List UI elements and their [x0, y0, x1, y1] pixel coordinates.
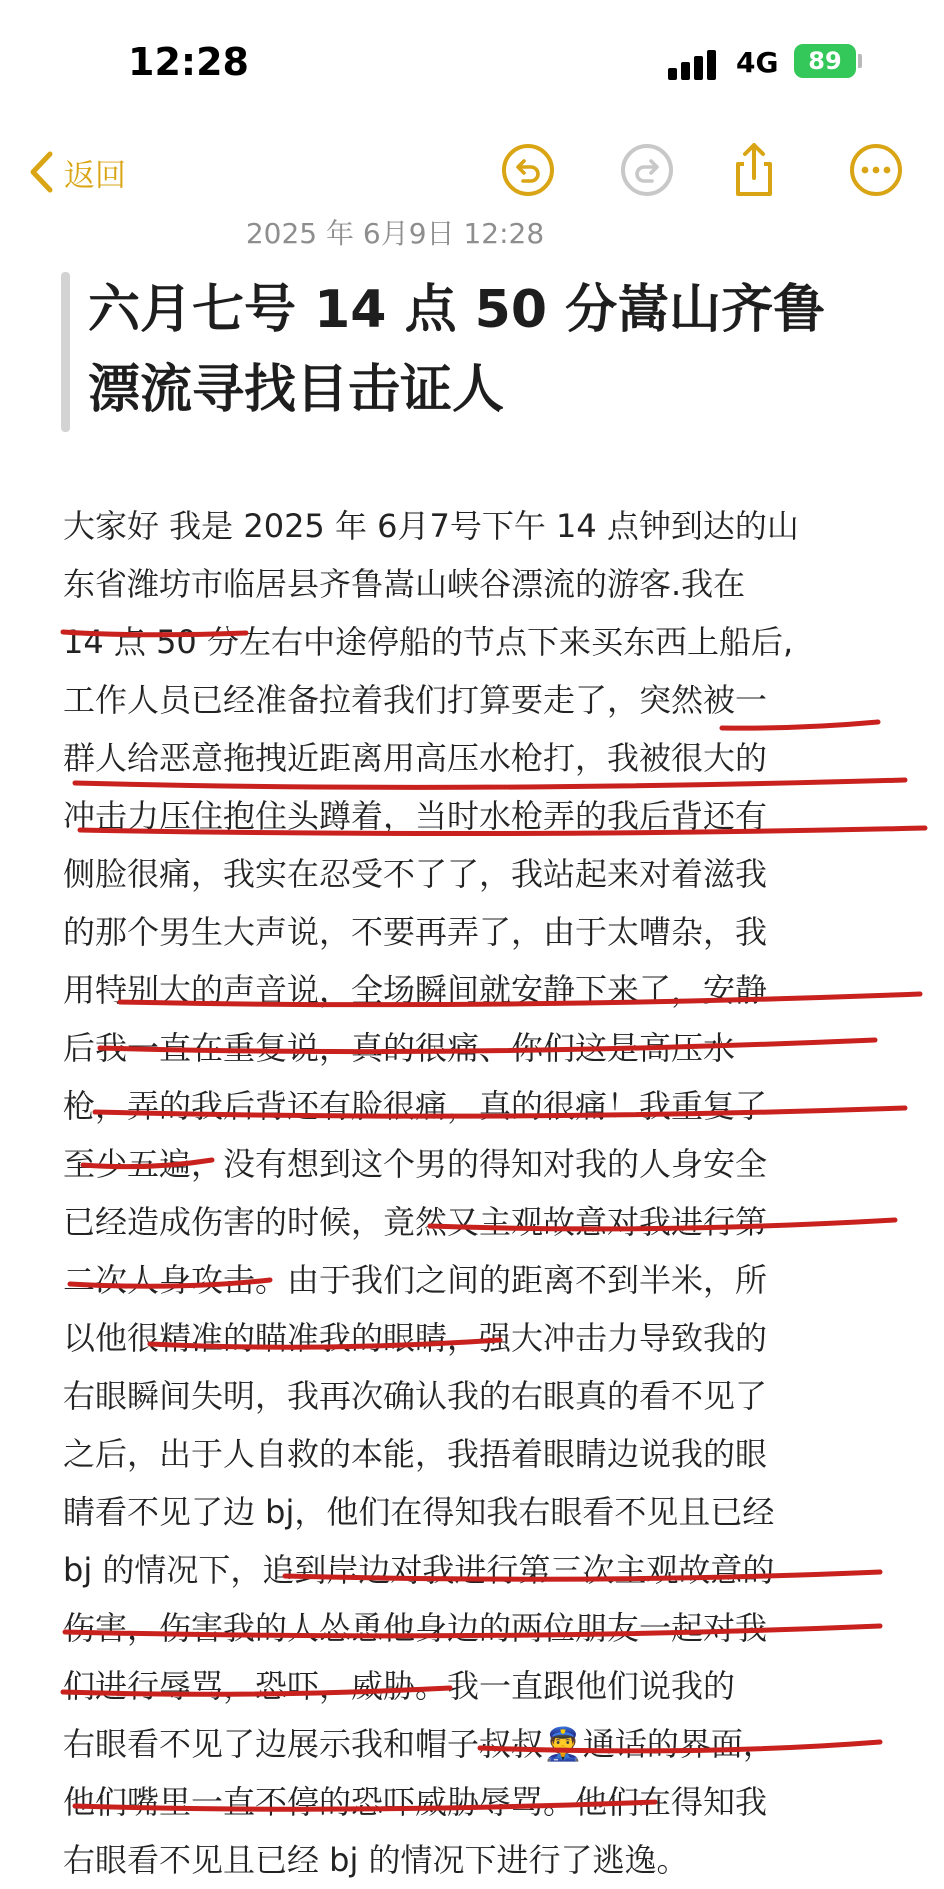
status-bar [0, 0, 944, 120]
chevron-left-icon [28, 150, 54, 194]
back-button[interactable] [28, 144, 126, 200]
battery-tip [858, 54, 862, 68]
note-body-line: 群人给恶意拖拽近距离用高压水枪打，我被很大的 [63, 739, 768, 777]
network-type: 4G [736, 46, 779, 79]
note-body-line: 枪，弄的我后背还有脸很痛，真的很痛！我重复了 [63, 1087, 768, 1125]
note-body-line: 的那个男生大声说，不要再弄了，由于太嘈杂，我 [63, 913, 768, 951]
note-body-line: 右眼看不见且已经 bj 的情况下进行了逃逸。 [63, 1841, 689, 1879]
note-body-line: 14 点 50 分左右中途停船的节点下来买东西上船后, [63, 623, 794, 661]
more-icon[interactable] [846, 140, 906, 200]
signal-icon [668, 48, 726, 80]
note-toolbar [0, 130, 944, 210]
note-body-line: 已经造成伤害的时候，竟然又主观故意对我进行第 [63, 1203, 768, 1241]
redo-icon[interactable] [617, 140, 677, 200]
note-body-line: 他们嘴里一直不停的恐吓威胁辱骂。他们在得知我 [63, 1783, 768, 1821]
note-body-line: bj 的情况下，追到岸边对我进行第三次主观故意的 [63, 1551, 775, 1589]
note-date: 2025 年 6月9日 12:28 [245, 217, 545, 250]
note-body-line: 二次人身攻击。由于我们之间的距离不到半米，所 [63, 1261, 768, 1299]
note-body-line: 后我一直在重复说，真的很痛、你们这是高压水 [63, 1029, 736, 1067]
note-body-line: 睛看不见了边 bj，他们在得知我右眼看不见且已经 [63, 1493, 775, 1531]
note-body-line: 右眼看不见了边展示我和帽子叔叔👮通话的界面， [63, 1725, 775, 1763]
battery-level: 89 [808, 47, 842, 75]
note-body-line: 东省潍坊市临居县齐鲁嵩山峡谷漂流的游客.我在 [63, 565, 746, 603]
note-body-line: 们进行辱骂，恐吓，威胁。我一直跟他们说我的 [63, 1667, 736, 1705]
note-body-line: 侧脸很痛，我实在忍受不了了，我站起来对着滋我 [63, 855, 768, 893]
note-body-line: 冲击力压住抱住头蹲着，当时水枪弄的我后背还有 [63, 797, 768, 835]
title-quote-bar [61, 272, 70, 432]
battery-icon [794, 44, 856, 78]
note-title-line: 六月七号 14 点 50 分嵩山齐鲁 [88, 280, 826, 340]
note-body-line: 以他很精准的瞄准我的眼睛，强大冲击力导致我的 [63, 1319, 768, 1357]
note-body[interactable] [63, 497, 913, 1889]
note-body-line: 右眼瞬间失明，我再次确认我的右眼真的看不见了 [63, 1377, 768, 1415]
share-icon[interactable] [724, 140, 784, 200]
note-body-line: 伤害，伤害我的人怂恿他身边的两位朋友一起对我 [63, 1609, 768, 1647]
note-body-line: 工作人员已经准备拉着我们打算要走了，突然被一 [63, 681, 768, 719]
note-body-line: 用特别大的声音说，全场瞬间就安静下来了，安静 [63, 971, 768, 1009]
undo-icon[interactable] [498, 140, 558, 200]
note-title[interactable] [88, 270, 888, 430]
note-body-line: 大家好 我是 2025 年 6月7号下午 14 点钟到达的山 [63, 507, 799, 545]
note-body-line: 之后，出于人自救的本能，我捂着眼睛边说我的眼 [63, 1435, 768, 1473]
note-title-line: 漂流寻找目击证人 [88, 360, 505, 420]
note-body-line: 至少五遍，没有想到这个男的得知对我的人身安全 [63, 1145, 768, 1183]
back-label: 返回 [64, 157, 126, 194]
status-time: 12:28 [128, 40, 249, 84]
